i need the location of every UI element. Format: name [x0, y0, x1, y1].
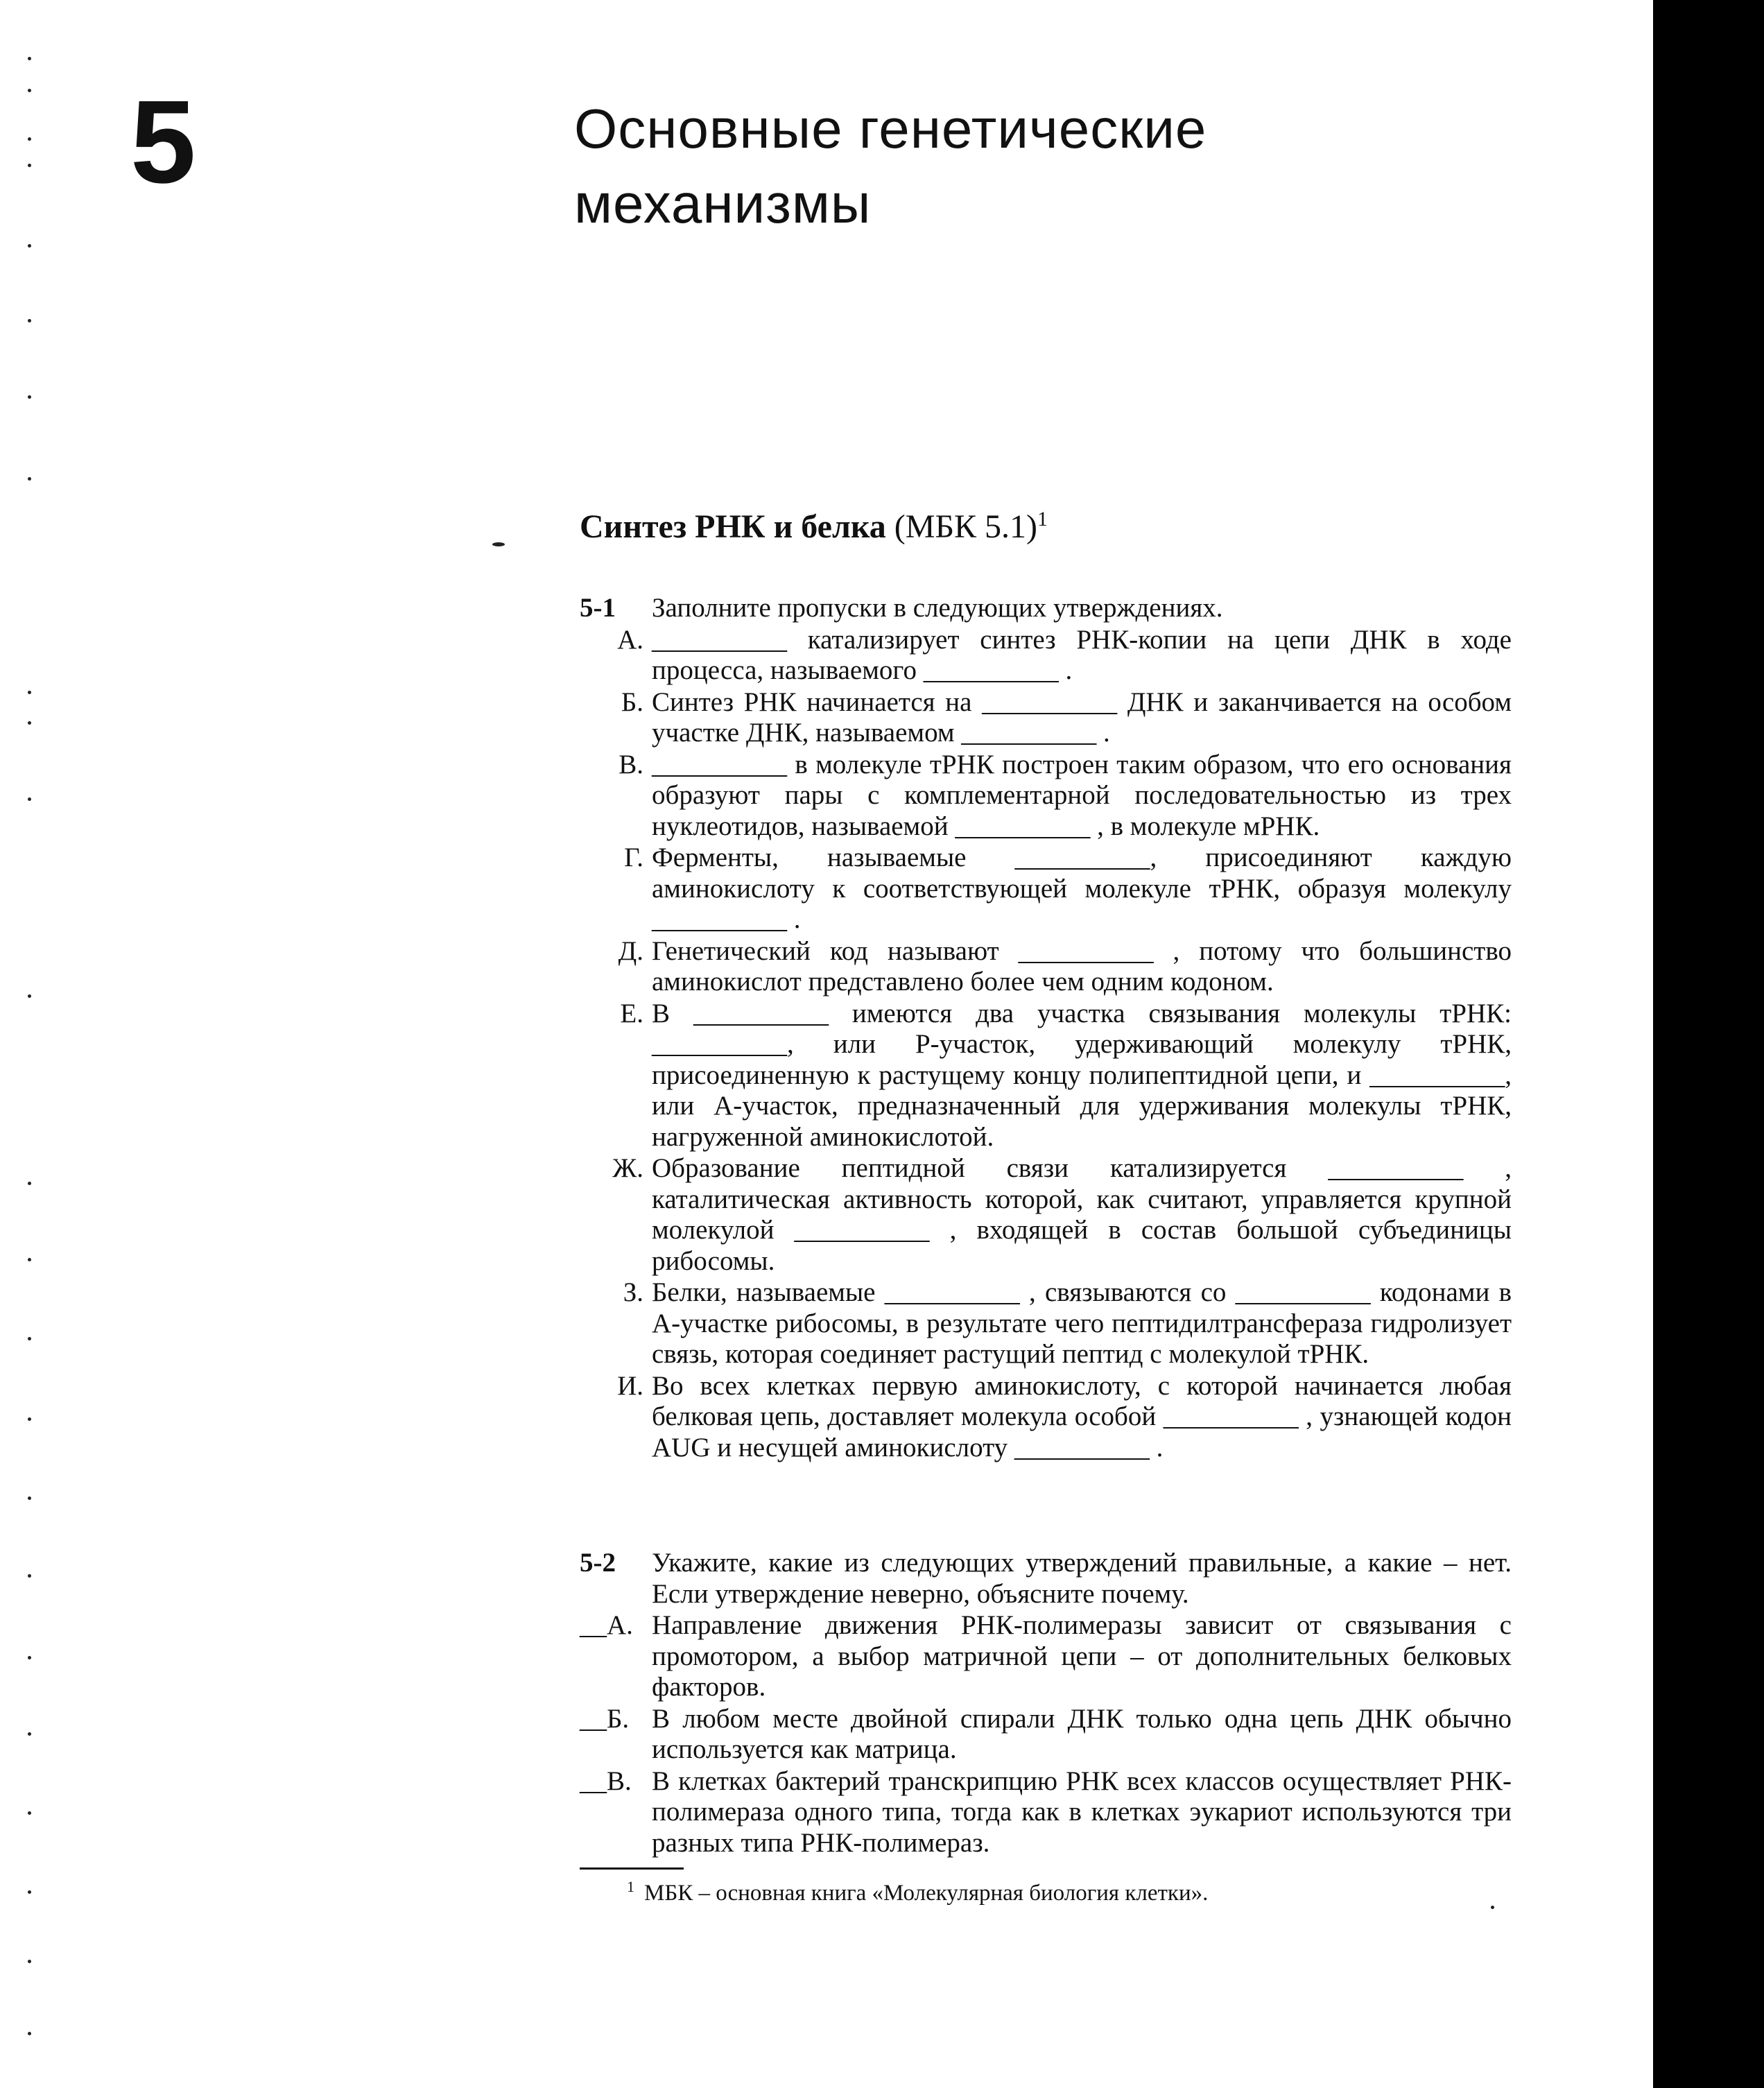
item-text: Синтез РНК начинается на __________ ДНК и заканчивается на особом участке ДНК, называемом __________ .	[652, 687, 1512, 748]
scan-speck	[28, 244, 31, 248]
chapter-title-line-1: Основные генетические	[574, 98, 1207, 159]
item-label: А.	[617, 624, 643, 655]
scan-speck	[28, 1811, 31, 1815]
scan-speck	[28, 994, 31, 998]
item-text: Ферменты, называемые __________, присоединяют каждую аминокислоту к соответствующей молекуле тРНК, образуя молекулу __________ .	[652, 843, 1512, 934]
item-label: И.	[617, 1370, 643, 1401]
footnote-mark: 1	[627, 1878, 634, 1895]
scan-speck	[28, 1890, 31, 1894]
scan-speck	[492, 542, 505, 546]
item-label: Д.	[618, 935, 643, 966]
item-label: Е.	[620, 998, 643, 1028]
question-text: Укажите, какие из следующих утверждений правильные, а какие – нет. Если утверждение неверно, объясните почему.	[652, 1548, 1512, 1609]
question-item	[580, 750, 1512, 843]
scan-dark-edge	[1653, 0, 1764, 2088]
question-item	[580, 1277, 1512, 1370]
scan-speck	[28, 1337, 31, 1340]
scan-speck	[28, 89, 31, 92]
question-item	[580, 936, 1512, 998]
scan-speck	[28, 2032, 31, 2035]
true-false-item	[580, 1766, 1512, 1859]
chapter-title-line-2: механизмы	[574, 173, 872, 234]
item-text: Во всех клетках первую аминокислоту, с которой начинается любая белковая цепь, доставляет молекула особой __________ , узнающей кодон AUG и несущей аминокислоту __________ .	[652, 1370, 1512, 1463]
item-text: В клетках бактерий транскрипцию РНК всех классов осуществляет РНК-полимераза одного типа, тогда как в клетках эукариот используются три разных типа РНК-полимераз.	[652, 1766, 1512, 1858]
footnote-text: МБК – основная книга «Молекулярная биология клетки».	[644, 1881, 1209, 1906]
question-item	[580, 625, 1512, 687]
item-label: В.	[619, 749, 643, 779]
scan-speck	[28, 1496, 31, 1500]
section-heading	[580, 506, 1048, 548]
scan-speck	[28, 721, 31, 725]
item-text: Белки, называемые __________ , связываются со __________ кодонами в А-участке рибосомы, в результате чего пептидилтрансфераза гидролизует связь, которая соединяет растущий пептид с молекулой тРНК.	[652, 1277, 1512, 1369]
question-item	[580, 687, 1512, 749]
question-text: Заполните пропуски в следующих утверждениях.	[652, 593, 1223, 623]
scan-speck	[28, 1732, 31, 1736]
true-false-item	[580, 1610, 1512, 1703]
item-text: Генетический код называют __________ , потому что большинство аминокислот представлено более чем одним кодоном.	[652, 935, 1512, 996]
scan-speck	[28, 691, 31, 694]
question-5-2	[580, 1548, 1512, 1858]
item-text: Образование пептидной связи катализируется __________ , каталитическая активность которой, как считают, управляется крупной молекулой __________ , входящей в состав большой субъединицы рибосомы.	[652, 1153, 1512, 1276]
section-reference: (МБК 5.1)	[894, 508, 1038, 545]
item-label: Г.	[624, 843, 643, 872]
question-item	[580, 1371, 1512, 1464]
item-label: __Б.	[580, 1703, 630, 1734]
scan-speck	[28, 1182, 31, 1185]
scan-speck	[1491, 1906, 1494, 1909]
true-false-item	[580, 1704, 1512, 1766]
scan-speck	[28, 57, 31, 60]
item-text: Направление движения РНК-полимеразы зависит от связывания с промотором, а выбор матричной цепи – от дополнительных белковых факторов.	[652, 1610, 1512, 1702]
scan-speck	[28, 1656, 31, 1659]
item-text: __________ в молекуле тРНК построен таким образом, что его основания образуют пары с комплементарной последовательностью из трех нуклеотидов, называемой __________ , в молекуле мРНК.	[652, 749, 1512, 841]
scan-speck	[28, 1417, 31, 1421]
footnote	[627, 1879, 1208, 1907]
scan-speck	[28, 395, 31, 399]
item-text: __________ катализирует синтез РНК-копии на цепи ДНК в ходе процесса, называемого __________ .	[652, 624, 1512, 685]
scan-speck	[28, 319, 31, 322]
scan-speck	[28, 797, 31, 801]
item-label: З.	[623, 1277, 643, 1307]
item-label: __А.	[580, 1610, 633, 1640]
footnote-reference: 1	[1037, 508, 1048, 530]
item-text: В __________ имеются два участка связывания молекулы тРНК: __________, или Р-участок, удерживающий молекулу тРНК, присоединенную к растущему концу полипептидной цепи, и __________, или А-участок, предназначенный для удерживания молекулы тРНК, нагруженной аминокислотой.	[652, 998, 1512, 1152]
scan-speck	[28, 1960, 31, 1963]
question-header	[580, 593, 1512, 624]
scan-speck	[28, 477, 31, 481]
chapter-number: 5	[130, 76, 196, 208]
question-header	[580, 1548, 1512, 1610]
scan-speck	[28, 1258, 31, 1261]
item-label: __В.	[580, 1766, 632, 1796]
scan-speck	[28, 137, 31, 141]
question-number: 5-2	[580, 1548, 616, 1578]
scan-speck	[28, 164, 31, 167]
section-title: Синтез РНК и белка	[580, 508, 886, 545]
scan-speck	[28, 1574, 31, 1578]
question-item	[580, 1153, 1512, 1277]
question-5-1	[580, 593, 1512, 1463]
footnote-divider	[580, 1867, 684, 1870]
question-item	[580, 999, 1512, 1153]
question-item	[580, 843, 1512, 935]
item-label: Ж.	[612, 1153, 643, 1183]
item-text: В любом месте двойной спирали ДНК только одна цепь ДНК обычно используется как матрица.	[652, 1703, 1512, 1764]
chapter-title	[574, 92, 1476, 241]
item-label: Б.	[621, 687, 643, 717]
question-number: 5-1	[580, 593, 616, 623]
